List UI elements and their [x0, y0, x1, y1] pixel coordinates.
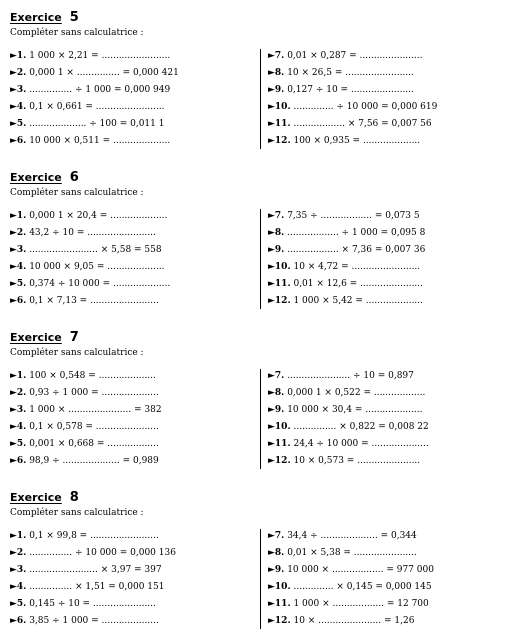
- question-row: [268, 614, 414, 628]
- question-row: [10, 563, 162, 577]
- question-number: ►7.: [268, 371, 285, 381]
- question-column-left: [10, 529, 250, 629]
- question-number: ►5.: [10, 279, 27, 289]
- question-number: ►3.: [10, 245, 27, 255]
- question-expression: 1 000 × 5,42 = ....................: [293, 296, 424, 306]
- question-number: ►11.: [268, 439, 291, 449]
- question-number: ►12.: [268, 456, 291, 466]
- exercise-section: [10, 166, 502, 316]
- question-number: ►1.: [10, 371, 27, 381]
- question-number: ►3.: [10, 85, 27, 95]
- question-expression: 0,01 × 5,38 = ......................: [287, 548, 417, 558]
- exercise-section: [10, 326, 502, 476]
- question-number: ►9.: [268, 405, 285, 415]
- exercise-word: Exercice: [10, 171, 62, 184]
- question-row: [10, 117, 164, 131]
- question-column-left: [10, 209, 250, 309]
- question-row: [268, 386, 425, 400]
- question-row: [10, 83, 170, 97]
- question-row: [268, 100, 437, 114]
- question-number: ►6.: [10, 136, 27, 146]
- question-row: [10, 580, 164, 594]
- question-expression: 0,001 × 0,668 = ..................: [29, 439, 159, 449]
- exercise-number: 8: [69, 490, 79, 505]
- question-number: ►11.: [268, 279, 291, 289]
- question-row: [10, 294, 159, 308]
- question-expression: 0,145 ÷ 10 = ......................: [29, 599, 156, 609]
- question-row: [10, 437, 159, 451]
- question-expression: ............... ÷ 1 000 = 0,000 949: [29, 85, 171, 95]
- question-row: [268, 49, 422, 63]
- question-expression: 1 000 × ...................... = 382: [29, 405, 162, 415]
- question-number: ►12.: [268, 136, 291, 146]
- question-row: [268, 277, 423, 291]
- question-number: ►8.: [268, 548, 285, 558]
- question-number: ►9.: [268, 565, 285, 575]
- question-row: [10, 420, 159, 434]
- question-expression: 100 × 0,548 = ....................: [29, 371, 156, 381]
- question-number: ►1.: [10, 51, 27, 61]
- question-row: [268, 546, 417, 560]
- question-row: [268, 83, 414, 97]
- question-expression: .................. × 7,36 = 0,007 36: [287, 245, 426, 255]
- question-number: ►12.: [268, 616, 291, 626]
- question-number: ►5.: [10, 439, 27, 449]
- question-expression: ........................ × 5,58 = 558: [29, 245, 162, 255]
- question-number: ►1.: [10, 211, 27, 221]
- question-row: [268, 563, 434, 577]
- question-column-left: [10, 49, 250, 149]
- question-number: ►6.: [10, 616, 27, 626]
- question-row: [10, 454, 159, 468]
- question-number: ►7.: [268, 51, 285, 61]
- question-expression: 0,374 ÷ 10 000 = ....................: [29, 279, 171, 289]
- question-number: ►11.: [268, 119, 291, 129]
- column-divider: [260, 49, 261, 149]
- question-row: [10, 226, 156, 240]
- exercise-word: Exercice: [10, 11, 62, 24]
- question-row: [268, 369, 414, 383]
- question-row: [268, 529, 417, 543]
- question-expression: ............... ÷ 10 000 = 0,000 136: [29, 548, 176, 558]
- column-divider: [260, 529, 261, 629]
- question-row: [268, 437, 429, 451]
- question-expression: 43,2 ÷ 10 = ........................: [29, 228, 156, 238]
- question-number: ►10.: [268, 262, 291, 272]
- question-expression: ............... × 1,51 = 0,000 151: [29, 582, 165, 592]
- question-row: [268, 66, 414, 80]
- question-expression: 0,000 1 × ............... = 0,000 421: [29, 68, 179, 78]
- question-row: [10, 369, 156, 383]
- question-number: ►9.: [268, 85, 285, 95]
- question-row: [10, 100, 164, 114]
- question-expression: 0,1 × 7,13 = ........................: [29, 296, 159, 306]
- exercise-number: 5: [69, 10, 79, 25]
- question-expression: 34,4 ÷ .................... = 0,344: [287, 531, 417, 541]
- question-number: ►5.: [10, 599, 27, 609]
- question-row: [268, 420, 429, 434]
- exercise-section: [10, 486, 502, 636]
- question-number: ►8.: [268, 68, 285, 78]
- question-expression: 0,127 ÷ 10 = ......................: [287, 85, 414, 95]
- exercise-word: Exercice: [10, 331, 62, 344]
- question-number: ►2.: [10, 68, 27, 78]
- question-expression: 1 000 × 2,21 = ........................: [29, 51, 171, 61]
- question-column-right: [268, 49, 502, 149]
- question-row: [10, 277, 170, 291]
- question-row: [10, 529, 159, 543]
- question-number: ►4.: [10, 102, 27, 112]
- question-expression: .............. ÷ 10 000 = 0,000 619: [293, 102, 438, 112]
- question-row: [10, 49, 170, 63]
- question-number: ►4.: [10, 262, 27, 272]
- question-expression: .............. × 0,145 = 0,000 145: [293, 582, 432, 592]
- question-expression: 10 × 26,5 = ........................: [287, 68, 414, 78]
- question-row: [10, 243, 162, 257]
- question-number: ►9.: [268, 245, 285, 255]
- question-number: ►2.: [10, 388, 27, 398]
- question-expression: .................. × 7,56 = 0,007 56: [293, 119, 432, 129]
- question-number: ►8.: [268, 388, 285, 398]
- exercise-instruction: Compléter sans calculatrice :: [10, 348, 144, 358]
- question-expression: .................. ÷ 1 000 = 0,095 8: [287, 228, 426, 238]
- question-row: [10, 66, 179, 80]
- column-divider: [260, 209, 261, 309]
- question-expression: .................... ÷ 100 = 0,011 1: [29, 119, 165, 129]
- question-row: [268, 117, 432, 131]
- question-row: [10, 403, 162, 417]
- exercise-title: [10, 486, 79, 505]
- question-number: ►6.: [10, 296, 27, 306]
- question-number: ►2.: [10, 548, 27, 558]
- question-number: ►2.: [10, 228, 27, 238]
- question-number: ►10.: [268, 582, 291, 592]
- question-number: ►3.: [10, 565, 27, 575]
- exercise-instruction: Compléter sans calculatrice :: [10, 188, 144, 198]
- question-row: [268, 209, 420, 223]
- question-column-left: [10, 369, 250, 469]
- question-row: [268, 243, 425, 257]
- question-expression: 0,93 ÷ 1 000 = ....................: [29, 388, 159, 398]
- question-row: [268, 294, 423, 308]
- question-column-right: [268, 369, 502, 469]
- question-row: [268, 454, 420, 468]
- question-expression: 10 × 0,573 = ......................: [293, 456, 421, 466]
- question-row: [10, 546, 176, 560]
- question-number: ►10.: [268, 422, 291, 432]
- question-number: ►1.: [10, 531, 27, 541]
- question-number: ►11.: [268, 599, 291, 609]
- question-expression: 10 000 × .................. = 977 000: [287, 565, 434, 575]
- question-number: ►12.: [268, 296, 291, 306]
- question-expression: 0,01 × 12,6 = ......................: [293, 279, 424, 289]
- question-number: ►4.: [10, 582, 27, 592]
- question-column-right: [268, 209, 502, 309]
- exercise-title: [10, 166, 79, 185]
- column-divider: [260, 369, 261, 469]
- question-row: [268, 580, 432, 594]
- exercise-instruction: Compléter sans calculatrice :: [10, 28, 144, 38]
- exercise-section: [10, 6, 502, 156]
- question-row: [10, 614, 159, 628]
- question-expression: 10 000 × 0,511 = ....................: [29, 136, 171, 146]
- question-row: [268, 226, 425, 240]
- question-expression: 0,000 1 × 0,522 = ..................: [287, 388, 426, 398]
- question-expression: 24,4 ÷ 10 000 = ....................: [293, 439, 429, 449]
- question-row: [10, 260, 164, 274]
- question-number: ►3.: [10, 405, 27, 415]
- question-expression: 0,1 × 99,8 = ........................: [29, 531, 159, 541]
- exercise-instruction: Compléter sans calculatrice :: [10, 508, 144, 518]
- question-row: [10, 209, 167, 223]
- question-expression: ........................ × 3,97 = 397: [29, 565, 162, 575]
- question-expression: ............... × 0,822 = 0,008 22: [293, 422, 429, 432]
- question-number: ►4.: [10, 422, 27, 432]
- question-expression: 3,85 ÷ 1 000 = ....................: [29, 616, 159, 626]
- exercise-number: 6: [69, 170, 79, 185]
- question-expression: ...................... ÷ 10 = 0,897: [287, 371, 414, 381]
- exercise-number: 7: [69, 330, 79, 345]
- question-expression: 10 000 × 9,05 = ....................: [29, 262, 165, 272]
- question-expression: 7,35 ÷ .................. = 0,073 5: [287, 211, 420, 221]
- question-row: [268, 597, 429, 611]
- question-row: [10, 386, 159, 400]
- question-expression: 0,1 × 0,578 = ......................: [29, 422, 159, 432]
- question-row: [10, 134, 170, 148]
- question-number: ►6.: [10, 456, 27, 466]
- question-expression: 10 000 × 30,4 = ....................: [287, 405, 423, 415]
- question-expression: 0,000 1 × 20,4 = ....................: [29, 211, 168, 221]
- question-number: ►10.: [268, 102, 291, 112]
- question-expression: 98,9 ÷ .................... = 0,989: [29, 456, 159, 466]
- question-expression: 1 000 × .................. = 12 700: [293, 599, 429, 609]
- question-row: [10, 597, 156, 611]
- exercise-title: [10, 6, 79, 25]
- question-number: ►7.: [268, 531, 285, 541]
- question-number: ►7.: [268, 211, 285, 221]
- question-row: [268, 134, 420, 148]
- question-row: [268, 260, 420, 274]
- question-expression: 0,01 × 0,287 = ......................: [287, 51, 423, 61]
- question-number: ►5.: [10, 119, 27, 129]
- question-expression: 100 × 0,935 = ....................: [293, 136, 421, 146]
- question-row: [268, 403, 422, 417]
- exercise-title: [10, 326, 79, 345]
- question-number: ►8.: [268, 228, 285, 238]
- exercise-word: Exercice: [10, 491, 62, 504]
- question-expression: 10 × ...................... = 1,26: [293, 616, 415, 626]
- question-column-right: [268, 529, 502, 629]
- question-expression: 0,1 × 0,661 = ........................: [29, 102, 165, 112]
- question-expression: 10 × 4,72 = ........................: [293, 262, 421, 272]
